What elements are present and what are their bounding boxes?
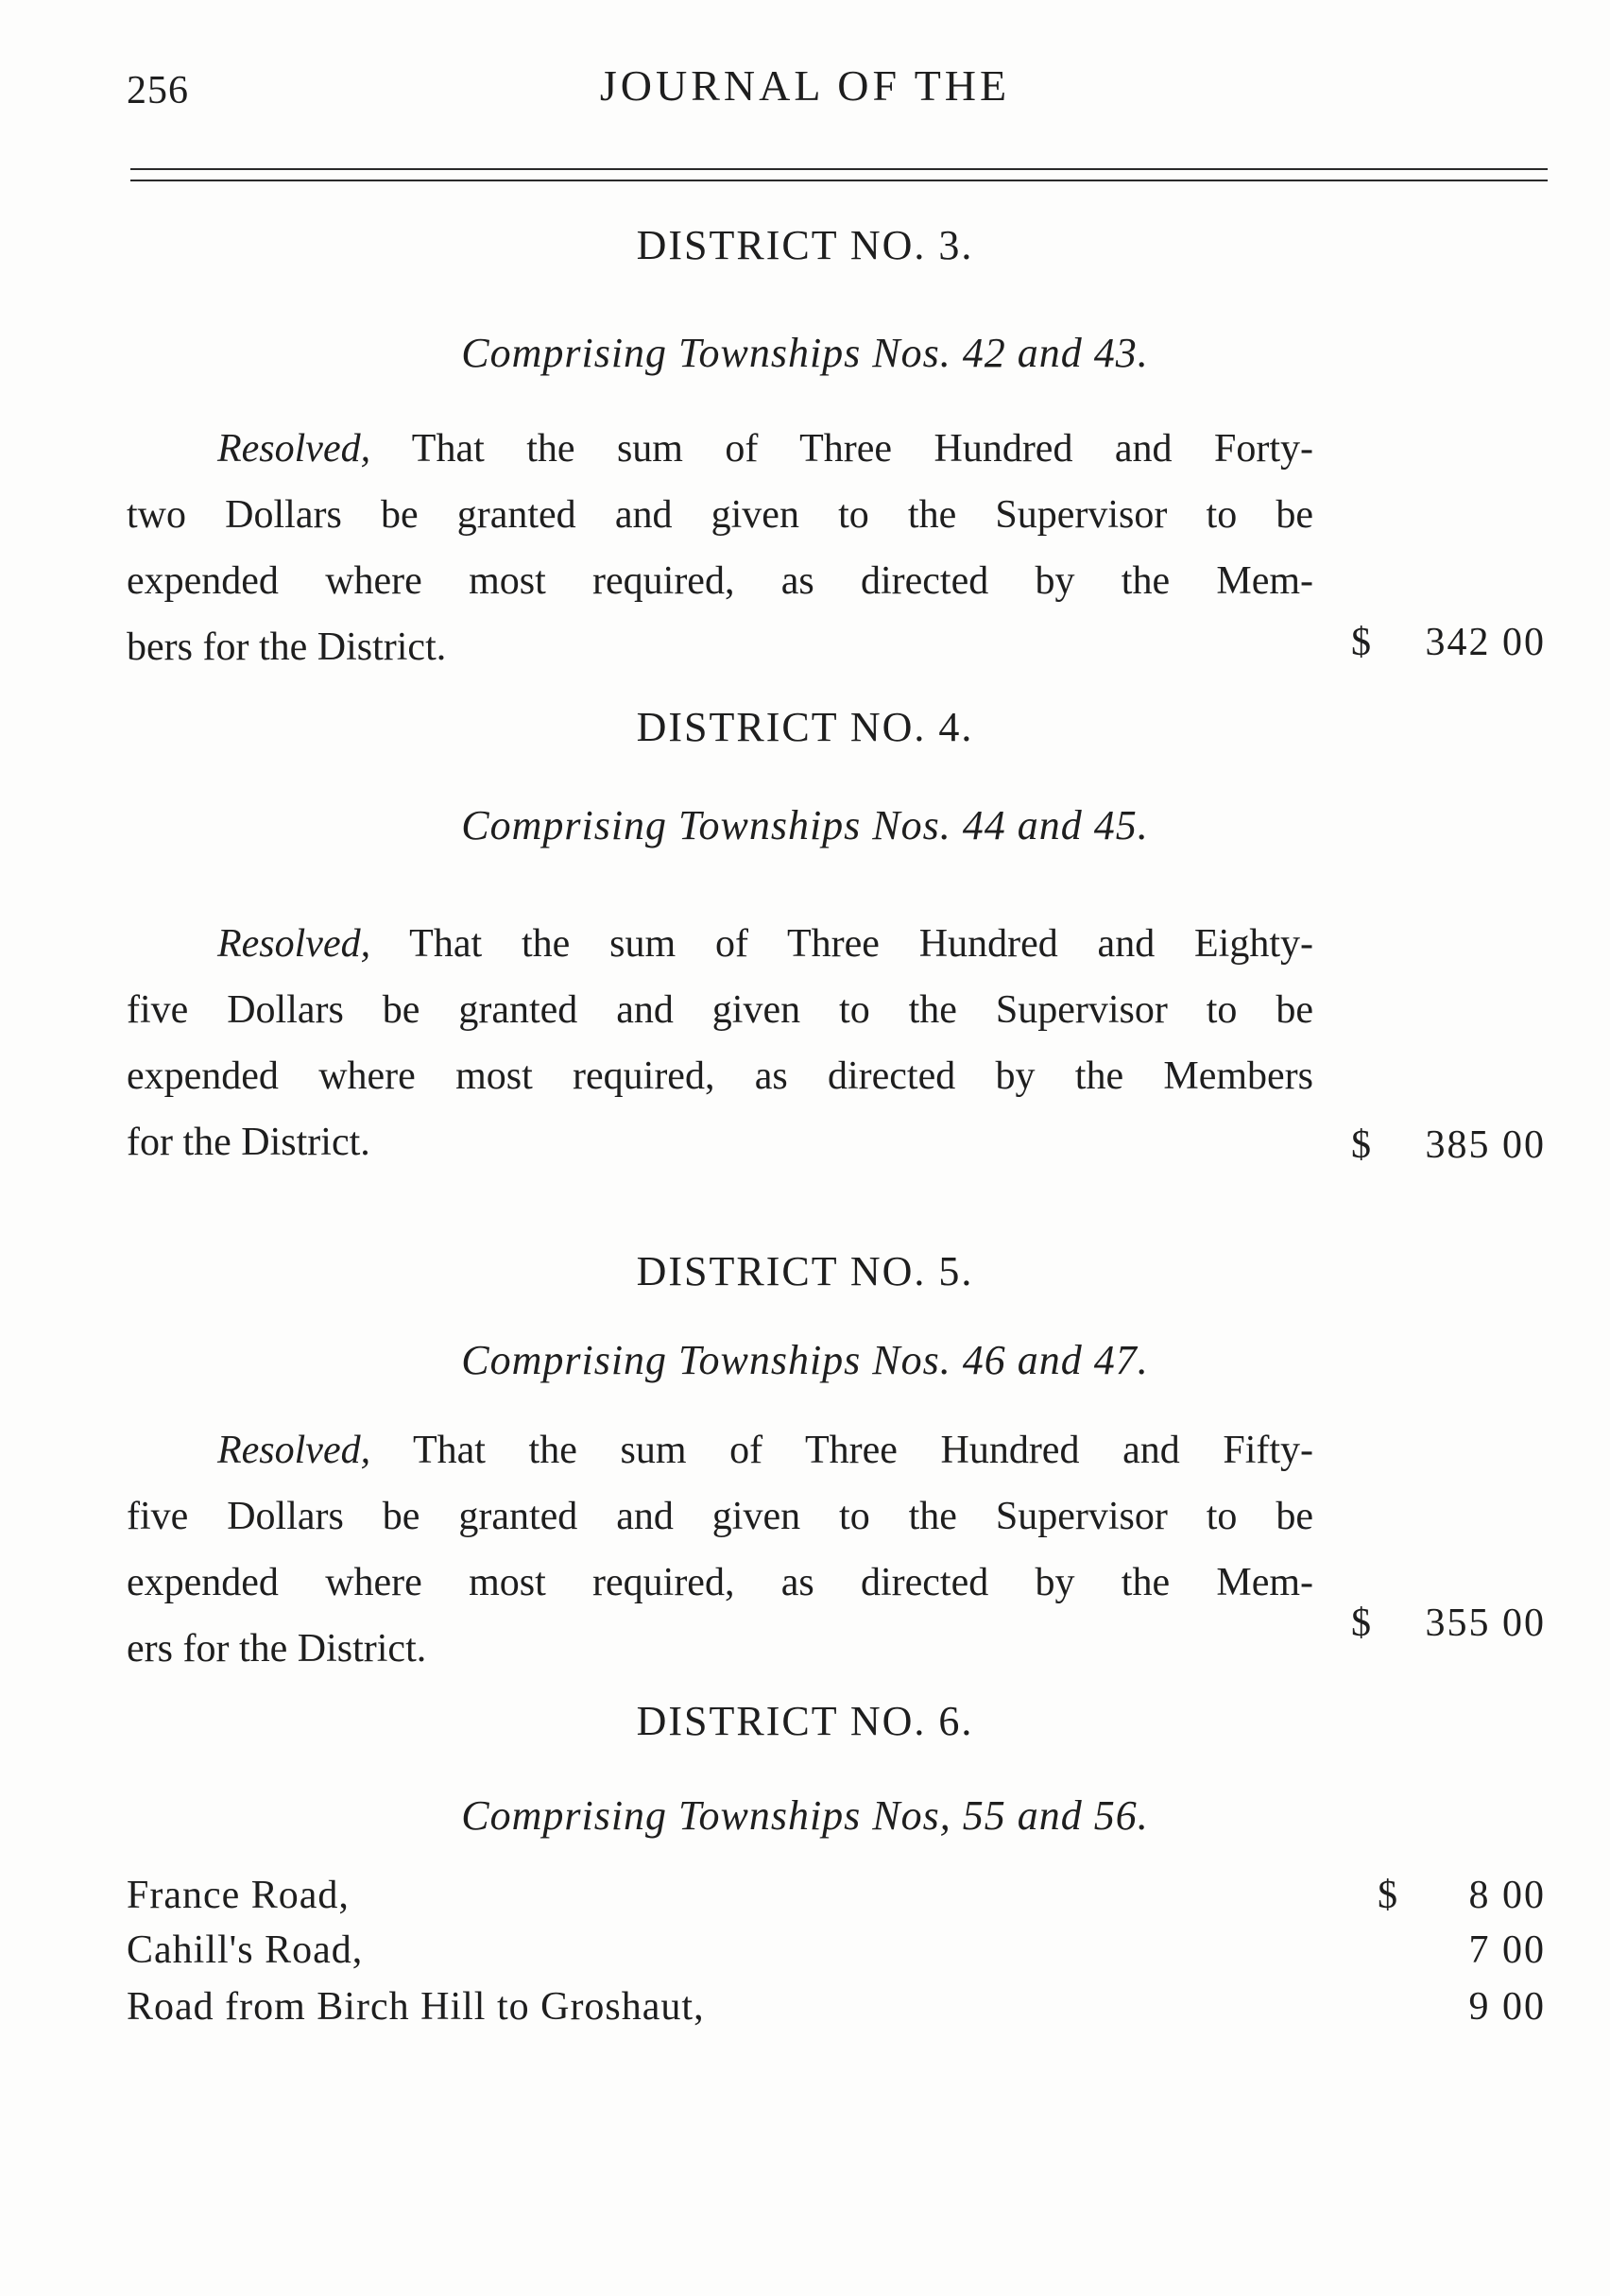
district-3-amount (1351, 620, 1553, 665)
road-item: France Road, (127, 1874, 350, 1917)
amount-value: 8 00 (1468, 1874, 1546, 1917)
resolution-line: five Dollars be granted and given to the Supervisor to be (127, 988, 1313, 1032)
header-rule-bottom (130, 180, 1548, 181)
running-title: JOURNAL OF THE (599, 61, 1011, 110)
header-rule-top (130, 168, 1548, 170)
road-item: Cahill's Road, (127, 1928, 364, 1972)
amount-value: 7 00 (1468, 1928, 1546, 1972)
dollar-sign: $ (1351, 621, 1371, 664)
road-item: Road from Birch Hill to Groshaut, (127, 1985, 705, 2029)
resolution-line: five Dollars be granted and given to the Supervisor to be (127, 1495, 1313, 1538)
resolution-line: expended where most required, as directed by the Mem- (127, 559, 1313, 603)
resolution-line: for the District. (127, 1121, 370, 1164)
district-3-resolution (127, 416, 1313, 680)
amount-value: 355 00 (1425, 1602, 1546, 1645)
dollar-sign: $ (1378, 1874, 1397, 1917)
district-6-subheading: Comprising Townships Nos, 55 and 56. (461, 1792, 1149, 1839)
road-amount (1351, 1873, 1553, 1918)
resolution-line: bers for the District. (127, 625, 447, 669)
district-5-heading: DISTRICT NO. 5. (636, 1248, 974, 1294)
district-5-subheading: Comprising Townships Nos. 46 and 47. (461, 1337, 1149, 1383)
district-4-resolution (127, 911, 1313, 1175)
district-4-amount (1351, 1122, 1553, 1168)
road-amount (1351, 1984, 1553, 2030)
amount-value: 342 00 (1425, 621, 1546, 664)
resolution-line: expended where most required, as directed by the Mem- (127, 1561, 1313, 1604)
resolution-line: two Dollars be granted and given to the Supervisor to be (127, 493, 1313, 537)
page-number: 256 (127, 69, 189, 112)
resolution-line: ers for the District. (127, 1627, 427, 1671)
resolution-line: Resolved, That the sum of Three Hundred and Fifty- (217, 1429, 1313, 1472)
district-3-heading: DISTRICT NO. 3. (636, 222, 974, 268)
district-5-amount (1351, 1601, 1553, 1646)
district-6-heading: DISTRICT NO. 6. (636, 1698, 974, 1744)
district-4-heading: DISTRICT NO. 4. (636, 704, 974, 750)
dollar-sign: $ (1351, 1602, 1371, 1645)
resolution-line: expended where most required, as directed by the Members (127, 1054, 1313, 1098)
resolution-line: Resolved, That the sum of Three Hundred and Eighty- (217, 922, 1313, 966)
amount-value: 9 00 (1468, 1985, 1546, 2029)
resolution-line: Resolved, That the sum of Three Hundred and Forty- (217, 427, 1313, 471)
amount-value: 385 00 (1425, 1123, 1546, 1167)
district-4-subheading: Comprising Townships Nos. 44 and 45. (461, 802, 1149, 848)
district-3-subheading: Comprising Townships Nos. 42 and 43. (461, 330, 1149, 376)
dollar-sign: $ (1351, 1123, 1371, 1167)
road-amount (1351, 1928, 1553, 1973)
district-5-resolution (127, 1417, 1313, 1682)
